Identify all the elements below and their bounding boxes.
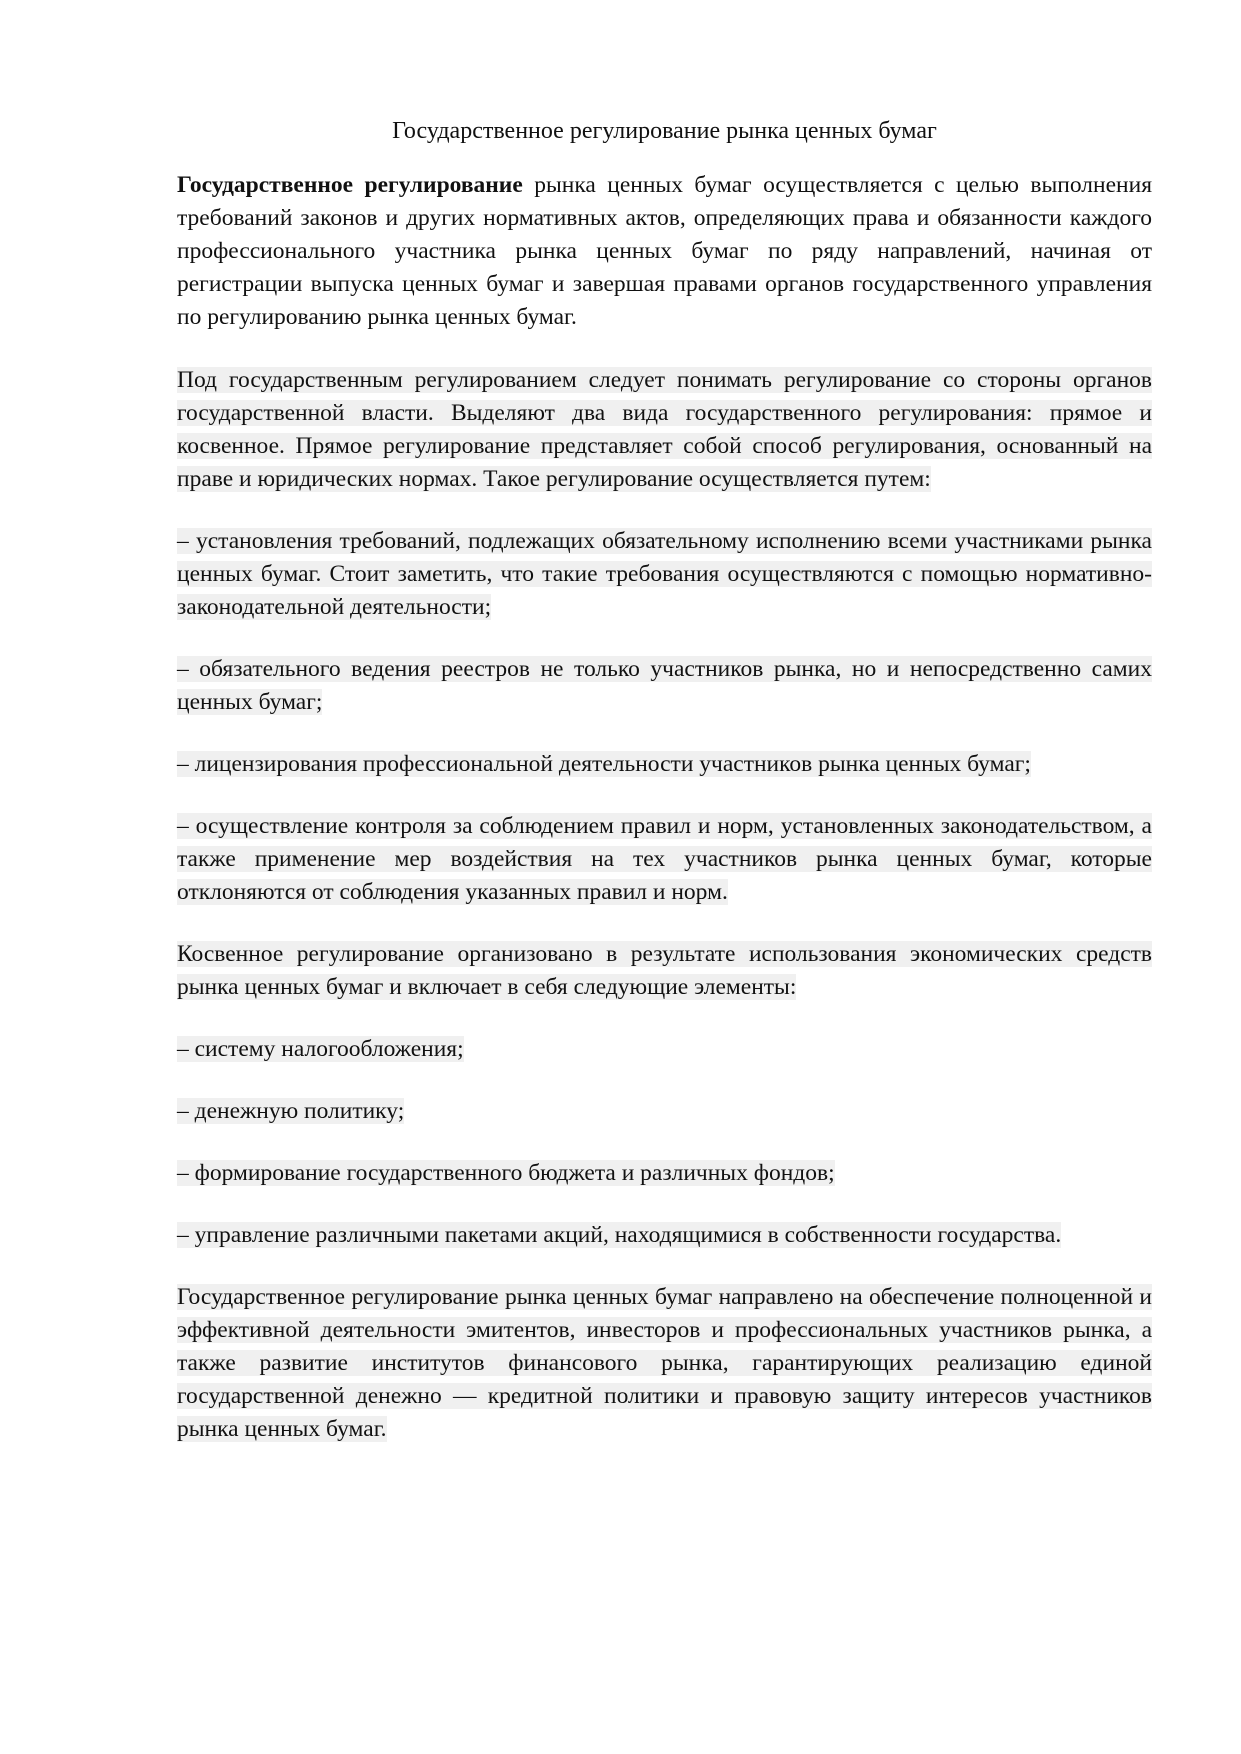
intro-paragraph [177, 169, 1152, 334]
list-item-text: – денежную политику; [177, 1098, 405, 1124]
paragraph-definition [177, 364, 1152, 496]
list-item-text: – обязательного ведения реестров не только участников рынка, но и непосредственно самих ценных бумаг; [177, 656, 1152, 715]
list-item-requirements [177, 525, 1152, 624]
list-item-text: – осуществление контроля за соблюдением правил и норм, установленных законодательством, а также применение мер воздействия на тех участников рынка ценных бумаг, которые отклоняются от соблюдения указанных правил и норм. [177, 813, 1152, 905]
intro-bold-lead: Государственное регулирование [177, 172, 523, 198]
list-item-control [177, 810, 1152, 909]
list-item-budget [177, 1157, 1152, 1190]
paragraph-conclusion [177, 1281, 1152, 1446]
list-item-text: – систему налогообложения; [177, 1036, 464, 1062]
list-item-monetary-policy [177, 1095, 1152, 1128]
paragraph-text: Государственное регулирование рынка ценных бумаг направлено на обеспечение полноценной и эффективной деятельности эмитентов, инвесторов и профессиональных участников рынка, а также развитие институтов финансового рынка, гарантирующих реализацию единой государственной денежно — кредитной политики и правовую защиту интересов участников рынка ценных бумаг. [177, 1284, 1152, 1442]
intro-text: рынка ценных бумаг осуществляется с целью выполнения требований законов и других нормативных актов, определяющих права и обязанности каждого профессионального участника рынка ценных бумаг по ряду направлений, начиная от регистрации выпуска ценных бумаг и завершая правами органов государственного управления по регулированию рынка ценных бумаг. [177, 172, 1153, 330]
list-item-shares [177, 1219, 1152, 1252]
paragraph-text: Под государственным регулированием следует понимать регулирование со стороны органов государственной власти. Выделяют два вида государственного регулирования: прямое и косвенное. Прямое регулирование представляет собой способ регулирования, основанный на праве и юридических нормах. Такое регулирование осуществляется путем: [177, 367, 1152, 492]
list-item-text: – установления требований, подлежащих обязательному исполнению всеми участниками рынка ценных бумаг. Стоит заметить, что такие требования осуществляются с помощью нормативно-законодательной деятельности; [177, 528, 1152, 620]
document-body [177, 114, 1152, 1475]
document-title: Государственное регулирование рынка ценных бумаг [392, 118, 937, 144]
paragraph-indirect-regulation [177, 938, 1152, 1004]
list-item-taxation [177, 1033, 1152, 1066]
list-item-registries [177, 653, 1152, 719]
list-item-licensing [177, 748, 1152, 781]
paragraph-text: Косвенное регулирование организовано в результате использования экономических средств рынка ценных бумаг и включает в себя следующие элементы: [177, 941, 1152, 1000]
list-item-text: – управление различными пакетами акций, находящимися в собственности государства. [177, 1222, 1062, 1248]
list-item-text: – лицензирования профессиональной деятельности участников рынка ценных бумаг; [177, 751, 1031, 777]
list-item-text: – формирование государственного бюджета и различных фондов; [177, 1160, 835, 1186]
